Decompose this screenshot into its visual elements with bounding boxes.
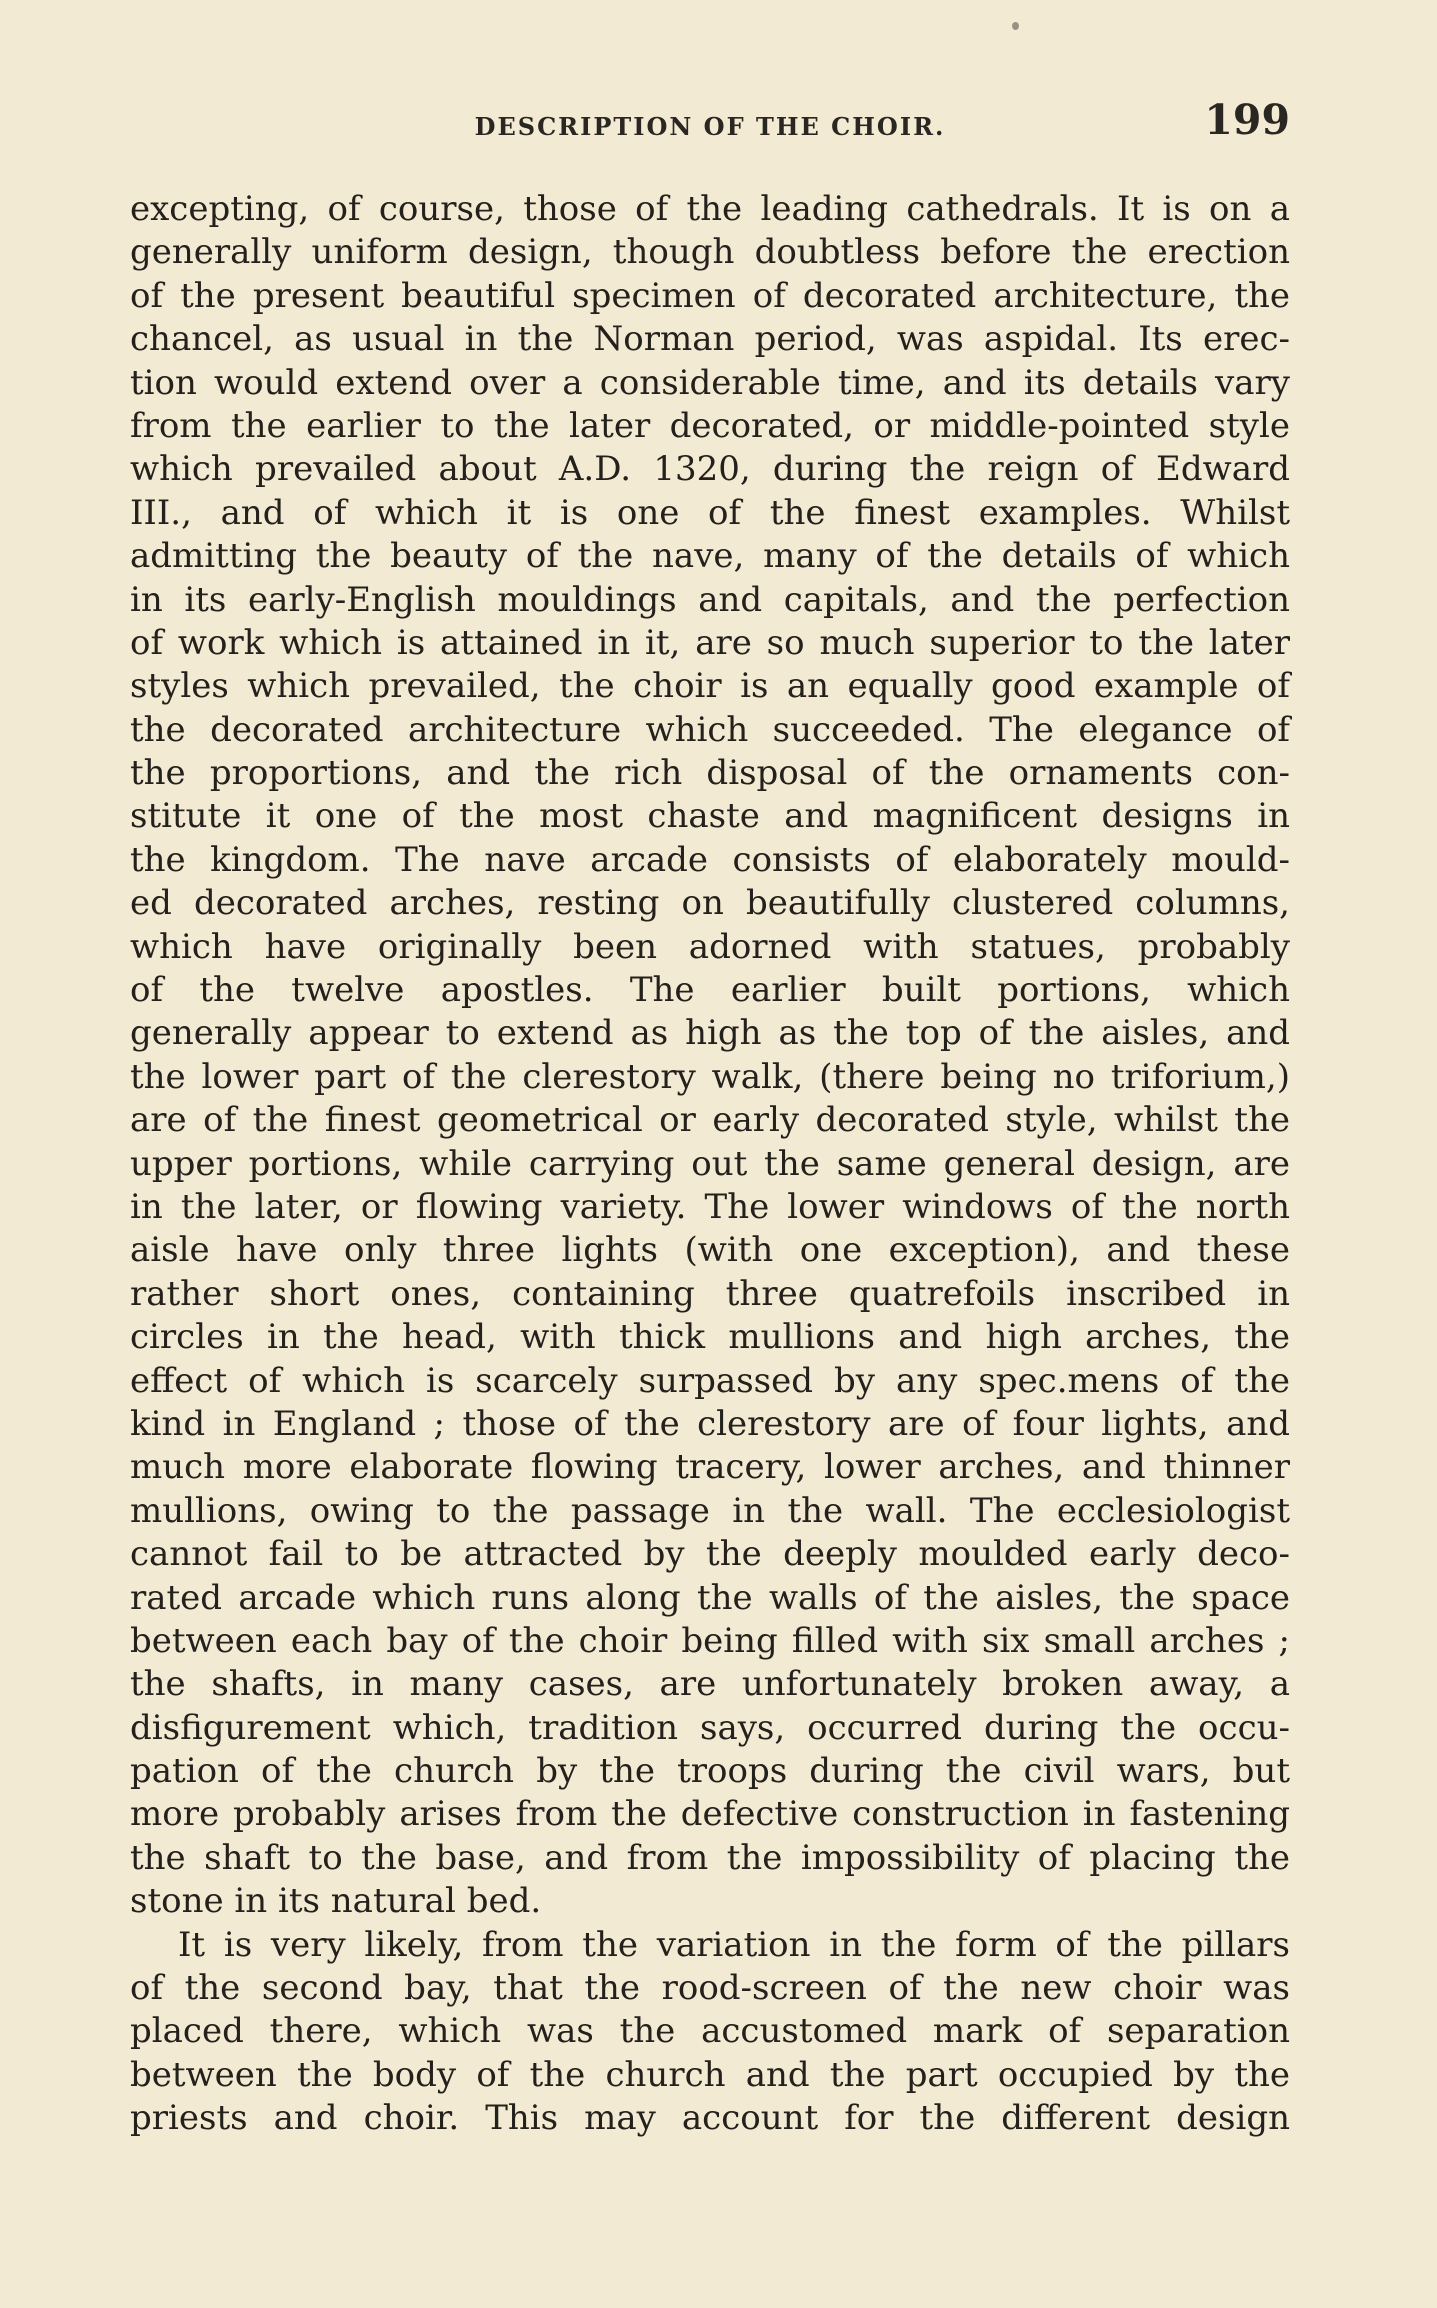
- text-line: between the body of the church and the part occupied by the: [130, 2054, 1290, 2095]
- text-line: mullions, owing to the passage in the wall. The ecclesiologist: [130, 1490, 1290, 1531]
- body-text: [130, 188, 1290, 2141]
- text-line: effect of which is scarcely surpassed by any spec.mens of the: [130, 1360, 1290, 1401]
- text-line: in its early-English mouldings and capitals, and the perfection: [130, 579, 1290, 620]
- text-line: rated arcade which runs along the walls of the aisles, the space: [130, 1577, 1290, 1618]
- paragraph-end-line: stone in its natural bed.: [130, 1881, 542, 1922]
- text-line: kind in England ; those of the clerestory are of four lights, and: [130, 1403, 1290, 1444]
- text-line: between each bay of the choir being filled with six small arches ;: [130, 1620, 1290, 1661]
- text-line: disfigurement which, tradition says, occurred during the occu-: [130, 1707, 1290, 1748]
- text-line: the shafts, in many cases, are unfortunately broken away, a: [130, 1664, 1290, 1705]
- text-line: chancel, as usual in the Norman period, was aspidal. Its erec-: [130, 319, 1290, 360]
- text-line: are of the finest geometrical or early decorated style, whilst the: [130, 1100, 1290, 1141]
- text-line: III., and of which it is one of the finest examples. Whilst: [130, 492, 1290, 533]
- text-line: more probably arises from the defective construction in fastening: [130, 1794, 1290, 1835]
- text-line: in the later, or flowing variety. The lower windows of the north: [130, 1186, 1290, 1227]
- text-line: aisle have only three lights (with one exception), and these: [130, 1230, 1290, 1271]
- text-line: generally appear to extend as high as the top of the aisles, and: [130, 1013, 1290, 1054]
- ink-speck: [1012, 22, 1019, 30]
- text-line: circles in the head, with thick mullions and high arches, the: [130, 1317, 1290, 1358]
- text-line: from the earlier to the later decorated, or middle-pointed style: [130, 405, 1290, 446]
- text-line: which have originally been adorned with statues, probably: [130, 926, 1290, 967]
- text-line: the kingdom. The nave arcade consists of elaborately mould-: [130, 839, 1290, 880]
- text-line: the decorated architecture which succeeded. The elegance of: [130, 709, 1290, 750]
- text-line: placed there, which was the accustomed mark of separation: [130, 2011, 1290, 2052]
- text-line: generally uniform design, though doubtless before the erection: [130, 232, 1290, 273]
- text-line: much more elaborate flowing tracery, lower arches, and thinner: [130, 1447, 1290, 1488]
- running-title: DESCRIPTION OF THE CHOIR.: [474, 112, 946, 141]
- text-line: styles which prevailed, the choir is an equally good example of: [130, 666, 1290, 707]
- text-line: admitting the beauty of the nave, many of the details of which: [130, 536, 1290, 577]
- text-line: stitute it one of the most chaste and magnificent designs in: [130, 796, 1290, 837]
- text-line: of the second bay, that the rood-screen of the new choir was: [130, 1968, 1290, 2009]
- running-head: [130, 96, 1290, 146]
- text-line: upper portions, while carrying out the same general design, are: [130, 1143, 1290, 1184]
- text-line: which prevailed about A.D. 1320, during the reign of Edward: [130, 449, 1290, 490]
- text-line: cannot fail to be attracted by the deeply moulded early deco-: [130, 1534, 1290, 1575]
- text-line: the lower part of the clerestory walk, (there being no triforium,): [130, 1056, 1290, 1097]
- text-line: the shaft to the base, and from the impossibility of placing the: [130, 1837, 1290, 1878]
- text-line: excepting, of course, those of the leading cathedrals. It is on a: [130, 189, 1290, 229]
- text-line: rather short ones, containing three quatrefoils inscribed in: [130, 1273, 1290, 1314]
- text-line: of the twelve apostles. The earlier built portions, which: [130, 970, 1290, 1011]
- page-number: 199: [1204, 96, 1290, 144]
- paragraph-start-line: It is very likely, from the variation in the form of the pillars: [178, 1924, 1290, 1965]
- text-line: of work which is attained in it, are so much superior to the later: [130, 622, 1290, 663]
- text-line: tion would extend over a considerable time, and its details vary: [130, 362, 1290, 403]
- text-line: ed decorated arches, resting on beautifully clustered columns,: [130, 883, 1290, 924]
- text-line: priests and choir. This may account for the different design: [130, 2098, 1290, 2139]
- text-line: of the present beautiful specimen of decorated architecture, the: [130, 275, 1290, 316]
- text-line: the proportions, and the rich disposal of the ornaments con-: [130, 753, 1290, 794]
- text-line: pation of the church by the troops during the civil wars, but: [130, 1751, 1290, 1792]
